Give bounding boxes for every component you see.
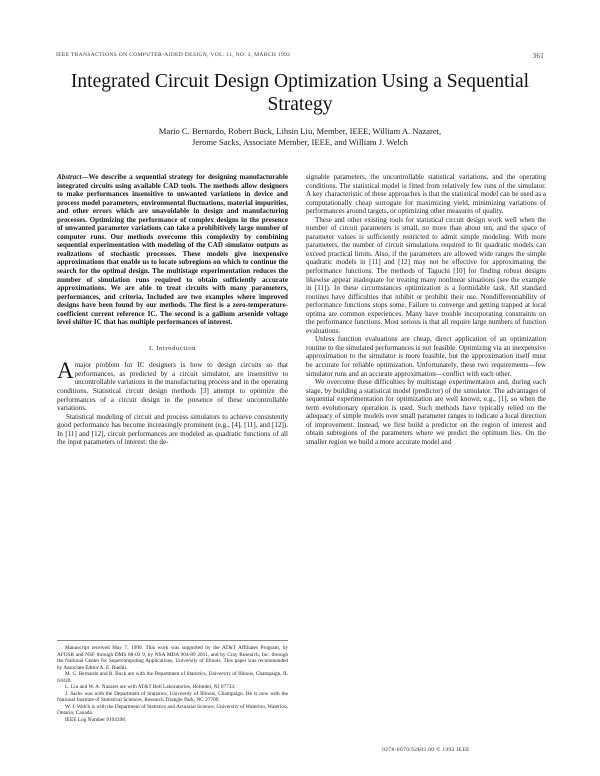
body-paragraph-1: signable parameters, the uncontrollable statistical variations, and the operating conditions. The statistical model is fitted from relatively few runs of the simulator. A key characteristic of these approaches is that the statistical model can be used as a computationally cheap surrogate for maximizing yield, minimizing variations of performances around targets, or optimizing other measures of quality. [306,173,546,216]
body-paragraph-3: Unless function evaluations are cheap, direct application of an optimization routine to the simulated performances is not feasible. Optimizing via an inexpensive approximation to the simulator is more feasible, but the approximation itself must be accurate for reliable optimization. Unfortunately, these two requirements—few simulator runs and an accurate approximation—conflict with each other. [306,335,546,378]
abstract [57,173,288,327]
body-paragraph-2: These and other existing tools for statistical circuit design work well when the number of circuit parameters is small, no more than about ten, and the space of parameter values is sufficiently restricted to admit simple modeling. With more parameters, the number of circuit simulations required to fit quadratic models can exceed practical limits. Also, if the parameters are allowed wide ranges the simple quadratic models in [11] and [12] may not be effective for approximating the performance functions. The methods of Taguchi [10] for finding robust designs likewise appear inadequate for treating many nonlinear situations (see the example in [11]). In these circumstances optimization is a formidable task. All standard routines have difficulties that inhibit or prohibit their use. Nondifferentiability of performance functions stops some. Failure to converge and getting trapped at local optima are common experiences. Many have trouble incorporating constraints on the performance functions. Most serious is that all require large numbers of function evaluations. [306,215,546,335]
copyright-notice: 0278-0070/92$03.00 © 1992 IEEE [382,747,470,753]
footnote-affiliation-3: J. Sacks was with the Department of Statistics, University of Illinois, Champaign. He is now with the National Institute of Statistical Sciences, Research Triangle Park, NC 27709. [57,690,288,703]
left-column [57,173,288,447]
drop-cap: A [57,358,74,384]
author-list [60,126,540,148]
footnote-affiliation-1: M. C. Bernardo and R. Buck are with the Department of Statistics, University of Illinois, Champaign, IL 61820. [57,671,288,684]
journal-header: IEEE TRANSACTIONS ON COMPUTER-AIDED DESIGN, VOL. 11, NO. 3, MARCH 1992 [56,52,291,58]
abstract-label: Abstract [57,173,82,181]
authors-line-1: Mario C. Bernardo, Robert Buck, Lihsin Liu, Member, IEEE, William A. Nazaret, [158,126,442,136]
footnote-affiliation-2: L. Liu and W. A. Nazaret are with AT&T Bell Laboratories, Holmdel, NJ 07733. [65,684,236,690]
running-head [56,52,544,58]
intro-paragraph-1 [57,358,288,413]
right-column [306,173,546,447]
footnote-log-number: IEEE Log Number 9104398. [65,716,127,723]
section-heading-introduction: I. Introduction [148,344,197,352]
footnote-manuscript: Manuscript received May 7, 1990. This work was supported by the AT&T Affiliates Program, by AFOSR and NSF through DMS 88-03 9, by NSA MDA 904-89 2011, and by Cray Research, Inc. through the National Center for Supercomputing Applications, University of Illinois. This paper was recommended by Associate Editor A. E. Ruehli. [57,645,288,671]
footnote-affiliation-4: W. J. Welch is with the Department of Statistics and Actuarial Science, University of Waterloo, Waterloo, Ontario, Canada. [57,703,289,716]
intro-paragraph-2: Statistical modeling of circuit and process simulators to achieve consistently good performance has become increasingly prominent (e.g., [4], [11], and [12]). In [11] and [12], circuit performances are modeled as quadratic functions of all the input parameters of interest: the de- [57,412,288,447]
body-paragraph-4: We overcome these difficulties by multistage experimentation and, during each stage, by building a statistical model (predictor) of the simulator. The advantages of sequential experimentation for optimization are well known, e.g., [1], so when the term evolutionary operation is used. Such methods have typically relied on the adequacy of simple models over small parameter ranges to indicate a local direction of improvement. Instead, we first build a predictor on the region of interest and obtain subregions of the parameters where we predict the optimum lies. On the smaller region we build a more accurate model and [306,378,546,446]
abstract-text: —We describe a sequential strategy for designing manufacturable integrated circuits using available CAD tools. The methods allow designers to make performances insensitive to unwanted variations in device and process model parameters, environmental fluctuations, material impurities, and other errors which are unavoidable in design and manufacturing processes. Optimizing the performance of complex designs in the presence of unwanted parameter variations can take a prohibitively large number of computer runs. Our methods overcome this complexity by combining sequential experimentation with modeling of the CAD simulator outputs as realizations of stochastic processes. These models give inexpensive approximations that enable us to locate subregions on which to continue the search for the optimal design. The multistage experimentation reduces the number of simulation runs required to obtain sufficiently accurate approximations. We are able to treat circuits with many parameters, performances, and criteria. Included are two examples where improved designs have been found by our methods. The first is a zero-temperature-coefficient current reference IC. The second is a gallium arsenide voltage level shifter IC that has multiple performances of interest. [57,173,288,327]
authors-line-2: Jerome Sacks, Associate Member, IEEE, and William J. Welch [192,137,408,147]
page-number: 361 [532,52,544,60]
intro-paragraph-1-text: major problem for IC designers is how to design circuits so that performances, as predicted by a circuit simulator, are insensitive to uncontrollable variations in the manufacturing process and in the operating conditions. Statistical circuit design methods [3] attempt to optimize the performances of a circuit design in the presence of these uncontrollable variations. [57,361,288,413]
paper-title: Integrated Circuit Design Optimization Using a Sequential Strategy [70,71,530,115]
footnotes [57,640,288,723]
